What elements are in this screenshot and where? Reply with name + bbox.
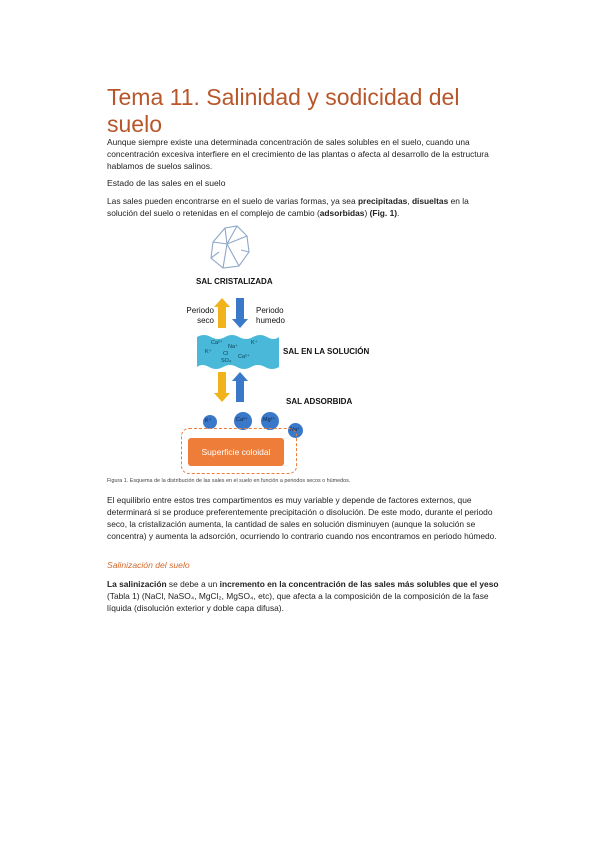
label-adsorbed: SAL ADSORBIDA [286, 397, 353, 406]
bold-run: incremento en la concentración de las sales más solubles que el yeso [219, 579, 499, 589]
ion-label: Ca²⁺ [211, 340, 223, 346]
state-paragraph [107, 195, 499, 219]
text-run: (Tabla 1) (NaCl, NaSO₄, MgCl₂, MgSO₄, etc), que afecta a la composición de la composición de la fase líquida (disolución exterior y doble capa difusa). [107, 591, 489, 613]
colloidal-surface: Superficie coloidal [188, 438, 284, 466]
ion-na-label: Na⁺ [290, 427, 300, 433]
bold-run: La salinización [107, 579, 167, 589]
bold-run: precipitadas [357, 196, 408, 206]
up-arrow-icon [214, 298, 230, 328]
page-title: Tema 11. Salinidad y sodicidad del suelo [107, 84, 460, 137]
text-run: , [407, 196, 412, 206]
ion-k-label: K⁺ [205, 418, 212, 424]
subheading: Estado de las sales en el suelo [107, 178, 226, 188]
crystal-icon [205, 222, 255, 272]
figure-caption: Figura 1. Esquema de la distribución de las sales en el suelo en función a periodos secos o húmedos. [107, 478, 351, 484]
salinization-paragraph [107, 578, 499, 614]
label-dry-period: Periodo seco [186, 306, 214, 325]
ion-label: K⁺ [251, 340, 258, 346]
text-run: ) [364, 208, 370, 218]
solution-ions [203, 336, 275, 368]
ion-ca-label: Ca²⁺ [236, 417, 248, 423]
down-arrow-icon [232, 298, 248, 328]
down-arrow-icon [214, 372, 230, 402]
bold-run: disueltas [411, 196, 449, 206]
intro-paragraph: Aunque siempre existe una determinada concentración de sales solubles en el suelo, cuando una concentración excesiva interfiere en el crecimiento de las plantas o afecta al desarrollo de la estructura hablamos de suelos salinos. [107, 137, 489, 171]
bold-run: adsorbidas [319, 208, 365, 218]
ion-label: K⁺ [205, 349, 212, 355]
section-heading: Salinización del suelo [107, 560, 190, 570]
text-run: Las sales pueden encontrarse en el suelo de varias formas, ya sea [107, 196, 358, 206]
label-crystal: SAL CRISTALIZADA [196, 277, 273, 286]
arrows-bottom [214, 372, 254, 404]
bold-run: (Fig. 1) [369, 208, 398, 218]
text-run: en la solución del suelo o retenidas en el complejo de cambio ( [107, 196, 469, 218]
equilibrium-paragraph: El equilibrio entre estos tres compartimentos es muy variable y depende de factores externos, que determinará si se produce preferentemente precipitación o disolución. De este modo, durante el periodo seco, la cristalización aumenta, la cantidad de sales en solución disminuyen (aunque la solución se concentra) y aumenta la adsorción, ocurriendo lo contrario cuando nos encontramos en periodo húmedo. [107, 495, 497, 541]
arrows-top [214, 298, 254, 332]
ion-label: Na⁺ [228, 344, 238, 350]
label-solution: SAL EN LA SOLUCIÓN [283, 347, 370, 356]
ion-mg-label: Mg²⁺ [263, 417, 276, 423]
ion-label: SO₄ [221, 358, 232, 364]
text-run: . [397, 208, 400, 218]
label-wet-period: Periodo humedo [256, 306, 285, 325]
text-run: se debe a un [166, 579, 220, 589]
ion-label: Ca²⁺ [238, 354, 250, 360]
ion-label: Cl [223, 351, 229, 357]
up-arrow-icon [232, 372, 248, 402]
